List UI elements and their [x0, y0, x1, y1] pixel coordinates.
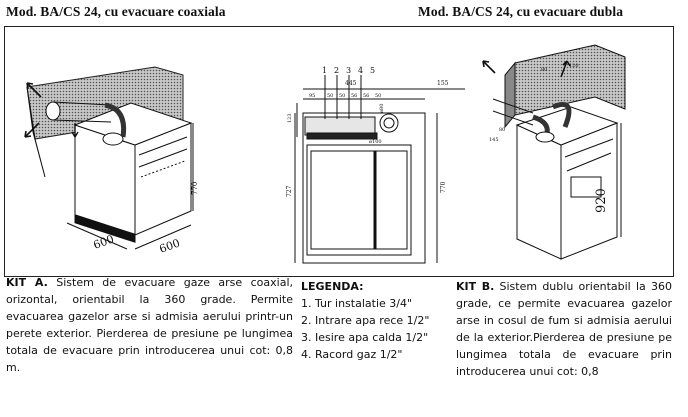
kit-b-text: Sistem dublu orientabil la 360 grade, ce permite evacuarea gazelor arse in cosul de fum si admisia aerului de la exterior.Pierderea de presiune pe lungimea totala de evacuare prin introducerea unui cot: 0,8: [456, 280, 672, 378]
dim-770: 770: [440, 181, 447, 193]
dim-155: 155: [437, 80, 449, 87]
point-1: 1: [322, 66, 328, 75]
point-2: 2: [334, 66, 340, 75]
dim-o80: ø80: [379, 103, 385, 113]
left-height-label: 770: [191, 181, 199, 195]
legend-item-2: 2. Intrare apa rece 1/2": [301, 314, 430, 327]
point-5: 5: [370, 66, 376, 75]
legend-title: LEGENDA:: [301, 280, 364, 293]
dim-56b: 56: [363, 93, 370, 99]
point-3: 3: [346, 66, 352, 75]
double-exhaust-drawing: [483, 45, 625, 259]
right-dim-145: 145: [489, 137, 499, 143]
dim-o100: ø100: [369, 139, 382, 145]
legend-item-3: 3. Iesire apa calda 1/2": [301, 331, 429, 344]
dim-727: 727: [286, 185, 293, 197]
dim-56a: 56: [351, 93, 358, 99]
legend: [301, 278, 451, 412]
kit-a-text: Sistem de evacuare gaze arse coaxial, orizontal, orientabil la 360 grade. Permite evacuarea gazelor arse si admisia aerului printr-un perete exterior. Pierderea de presiune pe lungimea totala de evacuare prin introducerea unui cot: 0,8 m.: [6, 276, 293, 374]
dim-445: 445: [345, 80, 357, 87]
kit-b-label: KIT B.: [456, 280, 495, 293]
right-model-title: Mod. BA/CS 24, cu evacuare dubla: [418, 4, 624, 19]
left-width-label-a: 600: [91, 232, 116, 252]
dim-50b: 50: [339, 93, 346, 99]
technical-drawing-panel: [4, 26, 674, 277]
kit-b-description: [456, 278, 672, 412]
right-dim-80: 80: [541, 67, 548, 73]
right-dim-120: 120: [569, 63, 579, 69]
point-4: 4: [358, 66, 364, 75]
technical-drawing: [5, 27, 674, 277]
legend-item-1: 1. Tur instalatie 3/4": [301, 297, 413, 310]
dim-50c: 50: [375, 93, 382, 99]
coaxial-exhaust-drawing: [25, 67, 199, 256]
legend-item-4: 4. Racord gaz 1/2": [301, 348, 403, 361]
kit-a-label: KIT A.: [6, 276, 48, 289]
dim-50a: 50: [327, 93, 334, 99]
right-dim-80b: 80: [499, 127, 506, 133]
left-model-title: Mod. BA/CS 24, cu evacuare coaxiala: [6, 4, 226, 19]
dim-95: 95: [309, 93, 316, 99]
kit-a-description: [6, 274, 293, 374]
left-width-label-b: 600: [157, 236, 182, 256]
front-elevation-drawing: [286, 66, 465, 263]
dim-123: 123: [287, 113, 293, 123]
right-height-label: 920: [594, 188, 609, 213]
